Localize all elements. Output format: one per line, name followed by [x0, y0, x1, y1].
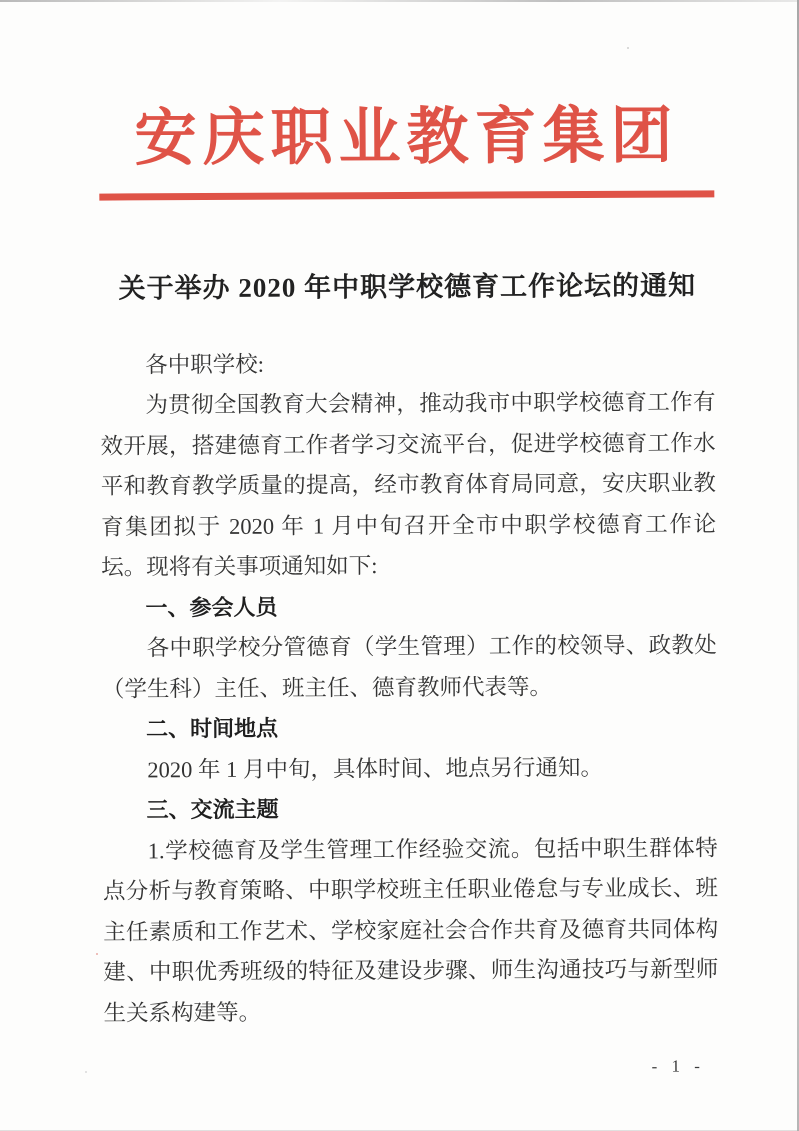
letterhead-org-name: 安庆职业教育集团 [134, 102, 679, 174]
section-heading-attendees: 一、参会人员 [145, 594, 278, 620]
section-body-topics: 1.学校德育及学生管理工作经验交流。包括中职生群体特点分析与教育策略、中职学校班主任职业倦怠与专业成长、班主任素质和工作艺术、学校家庭社会合作共育及德育共同体构建、中职优秀班级的特征及建设步骤、师生沟通技巧与新型师生关系构建等。 [102, 834, 719, 1026]
document-body [100, 342, 719, 1034]
salutation: 各中职学校: [145, 351, 265, 377]
intro-paragraph: 为贯彻全国教育大会精神，推动我市中职学校德育工作有效开展，搭建德育工作者学习交流平台，促进学校德育工作水平和教育教学质量的提高，经市教育体育局同意，安庆职业教育集团拟于 2020 年 1 月中旬召开全市中职学校德育工作论坛。现将有关事项通知如下: [100, 389, 717, 580]
section-body-attendees: 各中职学校分管德育（学生管理）工作的校领导、政教处（学生科）主任、班主任、德育教师代表等。 [101, 632, 717, 702]
letterhead-rule [99, 190, 714, 200]
section-heading-time-place: 二、时间地点 [146, 715, 279, 742]
section-heading-topics: 三、交流主题 [146, 796, 279, 823]
page-number: - 1 - [651, 1056, 705, 1076]
document-title: 关于举办 2020 年中职学校德育工作论坛的通知 [118, 269, 697, 303]
section-body-time-place: 2020 年 1 月中旬，具体时间、地点另行通知。 [147, 754, 604, 782]
